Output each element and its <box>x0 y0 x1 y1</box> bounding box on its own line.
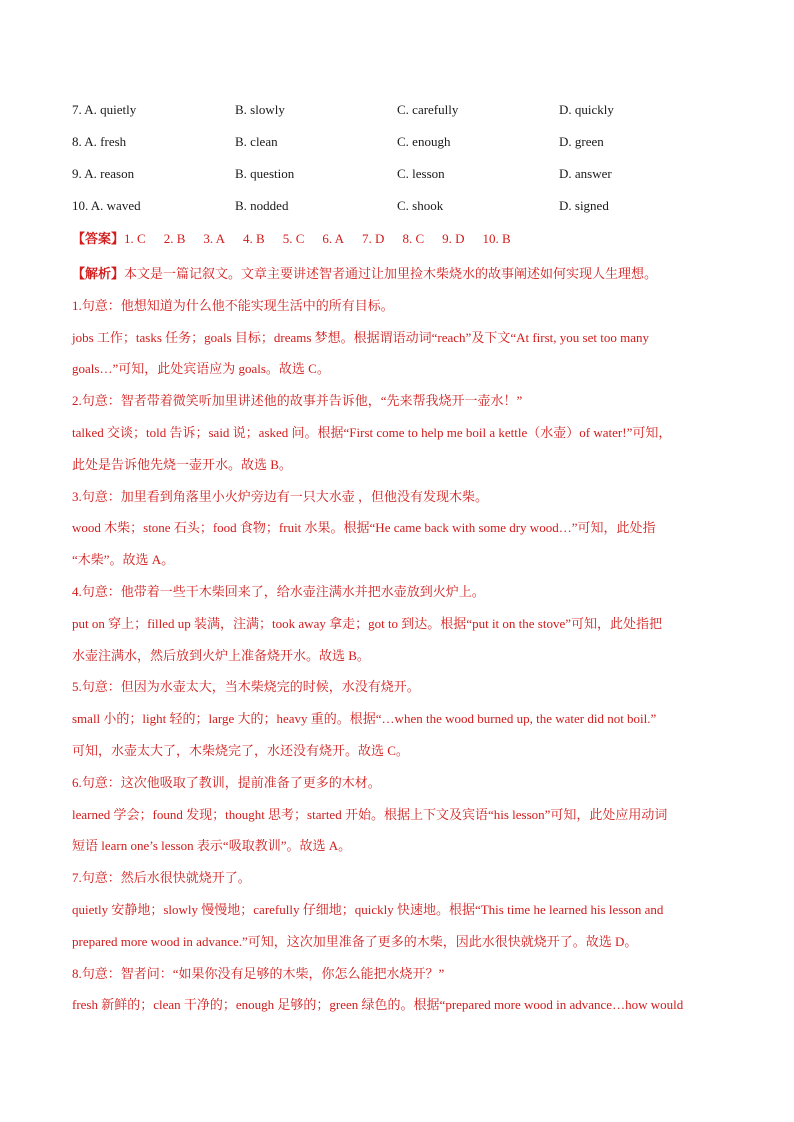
option-c: C. enough <box>397 134 451 149</box>
option-a: 10. A. waved <box>72 198 141 213</box>
answer-item: 2. B <box>163 231 186 246</box>
analysis-line: 1.句意：他想知道为什么他不能实现生活中的所有目标。 <box>72 297 394 313</box>
option-b: B. slowly <box>235 102 285 117</box>
option-c: C. carefully <box>397 102 459 117</box>
analysis-line: fresh 新鲜的；clean 干净的；enough 足够的；green 绿色的。根据“prepared more wood in advance…how would <box>72 997 684 1013</box>
option-a: 9. A. reason <box>72 166 135 181</box>
analysis-line: talked 交谈；told 告诉；said 说；asked 问。根据“First come to help me boil a kettle（水壶）of water!”可知， <box>72 424 672 440</box>
answer-item: 4. B <box>243 231 265 246</box>
answer-item: 10. B <box>482 231 511 246</box>
answer-key <box>72 228 529 247</box>
analysis-line: 此处是告诉他先烧一壶开水。故选 B。 <box>72 456 292 472</box>
options-table <box>72 99 732 227</box>
option-row-7 <box>72 99 732 131</box>
analysis-line: quietly 安静地；slowly 慢慢地；carefully 仔细地；quickly 快速地。根据“This time he learned his lesson and <box>72 901 664 917</box>
option-a: 7. A. quietly <box>72 102 137 117</box>
answer-item: 1. C <box>124 231 146 246</box>
option-d: D. quickly <box>559 102 614 117</box>
option-a: 8. A. fresh <box>72 134 127 149</box>
analysis-line: goals…”可知，此处宾语应为 goals。故选 C。 <box>72 361 330 377</box>
answer-item: 5. C <box>282 231 305 246</box>
analysis-line: 2.句意：智者带着微笑听加里讲述他的故事并告诉他，“先来帮我烧开一壶水！” <box>72 393 523 409</box>
analysis-line: small 小的；light 轻的；large 大的；heavy 重的。根据“…when the wood burned up, the water did not boil.” <box>72 711 657 727</box>
analysis-intro: 本文是一篇记叙文。文章主要讲述智者通过让加里捡木柴烧水的故事阐述如何实现人生理想。 <box>124 266 658 281</box>
answer-item: 3. A <box>203 231 226 246</box>
analysis-section <box>72 258 732 1021</box>
analysis-label: 【解析】 <box>72 266 125 281</box>
option-d: D. answer <box>559 166 612 181</box>
answer-item: 7. D <box>362 231 385 246</box>
option-row-10 <box>72 195 732 227</box>
analysis-line: 水壶注满水，然后放到火炉上准备烧开水。故选 B。 <box>72 647 370 663</box>
analysis-line: 8.句意：智者问：“如果你没有足够的木柴，你怎么能把水烧开？” <box>72 965 445 981</box>
option-c: C. lesson <box>397 166 445 181</box>
analysis-line: 短语 learn one’s lesson 表示“吸取教训”。故选 A。 <box>72 838 352 854</box>
analysis-line: 4.句意：他带着一些干木柴回来了，给水壶注满水并把水壶放到火炉上。 <box>72 583 485 599</box>
analysis-intro-line <box>72 258 732 290</box>
analysis-line: 6.句意：这次他吸取了教训，提前准备了更多的木材。 <box>72 774 381 790</box>
option-c: C. shook <box>397 198 444 213</box>
option-b: B. nodded <box>235 198 289 213</box>
option-d: D. green <box>559 134 604 149</box>
answer-item: 6. A <box>322 231 345 246</box>
analysis-line: learned 学会；found 发现；thought 思考；started 开始。根据上下文及宾语“his lesson”可知，此处应用动词 <box>72 806 668 822</box>
answer-item: 8. C <box>402 231 425 246</box>
analysis-line: 5.句意：但因为水壶太大，当木柴烧完的时候，水没有烧开。 <box>72 679 420 695</box>
option-d: D. signed <box>559 198 609 213</box>
answer-item: 9. D <box>442 231 465 246</box>
option-row-9 <box>72 163 732 195</box>
option-b: B. question <box>235 166 295 181</box>
analysis-line: jobs 工作；tasks 任务；goals 目标；dreams 梦想。根据谓语动词“reach”及下文“At first, you set too many <box>72 329 649 345</box>
analysis-line: prepared more wood in advance.”可知，这次加里准备了更多的木柴，因此水很快就烧开了。故选 D。 <box>72 933 638 949</box>
analysis-line: put on 穿上；filled up 装满，注满；took away 拿走；got to 到达。根据“put it on the stove”可知，此处指把 <box>72 615 663 631</box>
analysis-line: 7.句意：然后水很快就烧开了。 <box>72 870 251 886</box>
option-row-8 <box>72 131 732 163</box>
analysis-line: 可知，水壶太大了，木柴烧完了，水还没有烧开。故选 C。 <box>72 742 409 758</box>
answer-label: 【答案】 <box>72 231 125 246</box>
analysis-line: 3.句意：加里看到角落里小火炉旁边有一只大水壶 ，但他没有发现木柴。 <box>72 488 489 504</box>
analysis-line: wood 木柴；stone 石头；food 食物；fruit 水果。根据“He came back with some dry wood…”可知，此处指 <box>72 520 656 536</box>
analysis-line: “木柴”。故选 A。 <box>72 552 175 568</box>
option-b: B. clean <box>235 134 278 149</box>
